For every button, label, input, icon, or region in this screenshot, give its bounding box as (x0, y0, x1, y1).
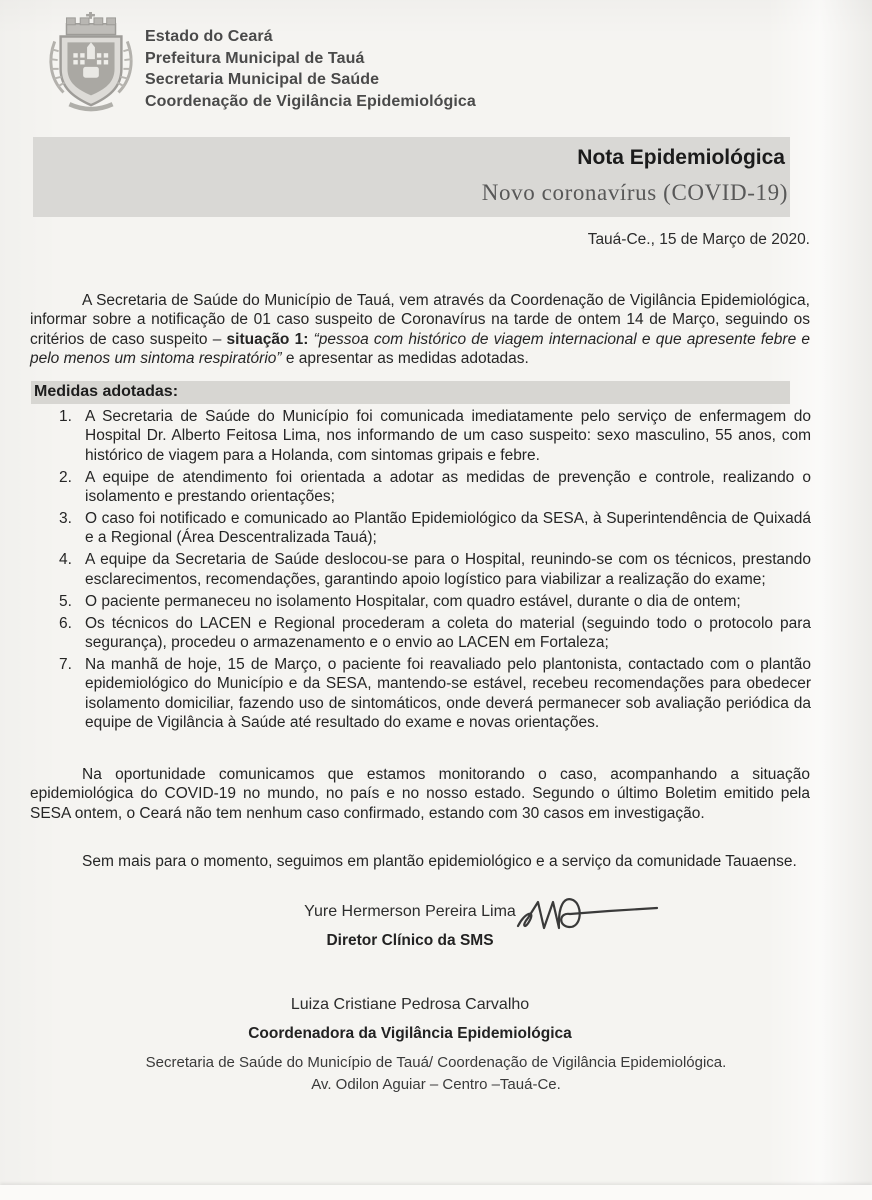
measure-item (85, 407, 811, 465)
letterhead-line-state: Estado do Ceará (145, 28, 273, 45)
measure-item (85, 468, 811, 507)
intro-text-1: A Secretaria de Saúde do Município de Tauá, vem através da Coordenação de Vigilância Epidemiológica, informar sobre a notificação de 01 caso suspeito de Coronavírus na tarde de ontem 14 de Março, seguindo os critérios de caso suspeito – (30, 292, 810, 348)
document-subtitle: Novo coronavírus (COVID-19) (481, 180, 788, 205)
letterhead (145, 26, 476, 112)
measure-item (85, 592, 811, 611)
measure-item-text: Os técnicos do LACEN e Regional procederam a coleta do material (seguindo todo o protocolo para segurança), procedeu o armazenamento e o envio ao LACEN em Fortaleza; (85, 614, 811, 651)
measure-item-text: O caso foi notificado e comunicado ao Plantão Epidemiológico da SESA, à Superintendência de Quixadá e a Regional (Área Descentralizada Tauá); (85, 510, 811, 547)
letterhead-line-secretariat: Secretaria Municipal de Saúde (145, 71, 380, 88)
municipal-coat-of-arms-icon (40, 12, 142, 114)
measure-item (85, 550, 811, 589)
measure-item (85, 509, 811, 548)
intro-situation-label: situação 1: (226, 330, 314, 348)
measure-item-text: A equipe da Secretaria de Saúde deslocou-se para o Hospital, reunindo-se com os técnicos, prestando esclarecimentos, recomendações, garantindo apoio logístico para viabilizar a realização do exame; (85, 551, 811, 588)
footer-address-line: Av. Odilon Aguiar – Centro –Tauá-Ce. (311, 1076, 561, 1093)
scan-edge-artifact (0, 1185, 872, 1200)
letterhead-line-coordination: Coordenação de Vigilância Epidemiológica (145, 92, 476, 110)
title-banner (33, 137, 790, 217)
closing-paragraph-monitoring: Na oportunidade comunicamos que estamos monitorando o caso, acompanhando a situação epidemiológica do COVID-19 no mundo, no país e no nosso estado. Segundo o último Boletim emitido pela SESA ontem, o Ceará não tem nenhum caso confirmado, estando com 30 casos em investigação. (30, 766, 810, 822)
document-title: Nota Epidemiológica (577, 146, 785, 169)
signature-block-coordinator (140, 996, 680, 1043)
intro-paragraph (30, 291, 810, 369)
signatory-name: Luiza Cristiane Pedrosa Carvalho (290, 996, 530, 1013)
signatory-role: Coordenadora da Vigilância Epidemiológica (248, 1025, 572, 1042)
measure-item-text: A Secretaria de Saúde do Município foi comunicada imediatamente pelo serviço de enfermagem do Hospital Dr. Alberto Feitosa Lima, nos informando de um caso suspeito: sexo masculino, 55 anos, com histórico de viagem para a Holanda, com sintomas gripais e febre. (85, 408, 811, 464)
closing-paragraph-farewell: Sem mais para o momento, seguimos em plantão epidemiológico e a serviço da comunidade Tauaense. (82, 853, 797, 870)
letterhead-line-city: Prefeitura Municipal de Tauá (145, 49, 365, 67)
measures-list (30, 407, 811, 735)
measures-heading: Medidas adotadas: (31, 381, 790, 404)
dateline: Tauá-Ce., 15 de Março de 2020. (587, 231, 810, 248)
intro-quoted-criteria: “pessoa com histórico de viagem internacional e que apresente febre e pelo menos um sintoma respiratório” (30, 330, 811, 368)
measure-item-text: A equipe de atendimento foi orientada a adotar as medidas de prevenção e controle, realizando o isolamento e prestando orientações; (85, 468, 811, 506)
intro-text-2: e apresentar as medidas adotadas. (281, 350, 529, 368)
measure-item (85, 614, 811, 653)
handwritten-signature-icon (512, 890, 662, 952)
signatory-role: Diretor Clínico da SMS (326, 932, 494, 949)
footer-org-line: Secretaria de Saúde do Município de Tauá/ Coordenação de Vigilância Epidemiológica. (145, 1054, 727, 1071)
measure-item-text: Na manhã de hoje, 15 de Março, o paciente foi reavaliado pelo plantonista, contactado com o plantão epidemiológico do Município e da SESA, mantendo-se estável, recebeu recomendações para obedecer isolamento domiciliar, fazendo uso de sintomáticos, onde deverá permanecer sob avaliação periódica da equipe de Vigilância à Saúde até resultado do exame e novas orientações. (85, 655, 811, 732)
signatory-name: Yure Hermerson Pereira Lima (304, 903, 516, 920)
document-footer (0, 1052, 872, 1096)
measure-item (85, 655, 811, 733)
measure-item-text: O paciente permaneceu no isolamento Hospitalar, com quadro estável, durante o dia de ontem; (85, 592, 741, 610)
